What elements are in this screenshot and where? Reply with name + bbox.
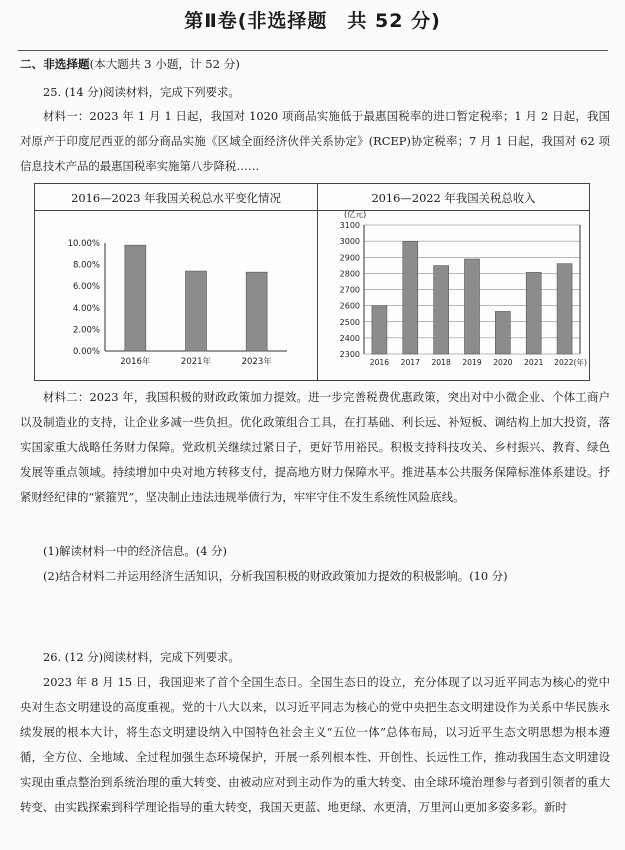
chart1-y-tick-label: 8.00% [72,260,100,271]
chart2-title: 2016—2022 年我国关税总收入 [371,191,536,205]
chart2-bar [557,264,572,354]
chart2-x-tick-label: 2016 [369,358,390,367]
chart2-bar [403,241,418,354]
part-label: 二、非选择题 [20,57,90,71]
chart2-y-tick-label: 2400 [339,333,360,343]
tariff-revenue-chart [318,211,589,381]
chart2-x-tick-label: 2022(年) [554,358,588,367]
chart1-bar [125,245,146,351]
chart1-y-tick-label: 2.00% [72,325,100,336]
q25-material1: 材料一：2023 年 1 月 1 日起，我国对 1020 项商品实施低于最惠国税率的进口暂定税率；1 月 2 日起，我国对原产于印度尼西亚的部分商品实施《区域全面经济伙伴关系协定》(RCEP)协定税率；7 月 1 日起，我国对 62 项信息技术产品的最惠国税率实施第八步降税…… [20,109,610,173]
chart2-bar [526,272,541,354]
chart1-bar [246,272,267,351]
q25-subquestion-1: (1)解读材料一中的经济信息。(4 分) [43,544,227,558]
chart2-x-tick-label: 2018 [431,358,451,367]
chart2-bar [465,259,480,354]
chart1-title: 2016—2023 年我国关税总水平变化情况 [71,191,281,205]
chart2-y-tick-label: 2800 [339,269,360,279]
q25-header: 25. (14 分)阅读材料，完成下列要求。 [43,85,240,99]
chart1-x-tick-label: 2021年 [180,357,212,367]
chart2-bar [495,311,510,354]
q25-material2: 材料二：2023 年，我国积极的财政政策加力提效。进一步完善税费优惠政策，突出对中小微企业、个体工商户以及制造业的支持，让企业多减一些负担。优化政策组合工具，在打基础、利长远、补短板、调结构上加大投资，落实国家重大战略任务财力保障。党政机关继续过紧日子，更好节用裕民。积极支持科技攻关、乡村振兴、教育、绿色发展等重点领域。持续增加中央对地方转移支付，提高地方财力保障水平。推进基本公共服务保障标准体系建设。抒紧财经纪律的“紧箍咒”，坚决制止违法违规举债行为，牢牢守住不发生系统性风险底线。 [20,390,610,504]
chart2-x-tick-label: 2021 [524,358,544,367]
chart1-y-tick-label: 4.00% [72,303,100,314]
chart2-x-tick-label: 2020 [493,358,513,367]
title-rule [18,50,608,51]
chart1-y-tick-label: 6.00% [72,282,100,293]
q25-subquestion-2: (2)结合材料二并运用经济生活知识，分析我国积极的财政政策加力提效的积极影响。(10 分) [43,569,508,583]
q26-header: 26. (12 分)阅读材料，完成下列要求。 [43,650,240,664]
chart2-x-tick-label: 2017 [400,358,420,367]
chart2-y-tick-label: 2600 [339,301,360,311]
chart2-y-tick-label: 3000 [339,237,360,247]
chart2-y-unit-label: (亿元) [344,211,367,219]
chart-box [34,183,590,381]
chart2-x-tick-label: 2019 [462,358,482,367]
chart1-x-tick-label: 2016年 [120,357,151,367]
chart1-bar [186,271,207,351]
chart1-x-tick-label: 2023年 [241,357,272,367]
chart1-y-tick-label: 0.00% [72,347,100,357]
chart2-y-tick-label: 3100 [339,221,360,230]
chart2-y-tick-label: 2900 [339,253,360,263]
chart2-y-tick-label: 2300 [339,350,360,359]
chart1-y-tick-label: 10.00% [67,239,100,249]
chart2-y-tick-label: 2700 [339,285,360,295]
part-heading [20,56,240,72]
part-note: (本大题共 3 小题，计 52 分) [89,57,240,71]
chart2-y-tick-label: 2500 [339,317,360,327]
section-title: 第Ⅱ卷(非选择题 共 52 分) [184,10,441,32]
q26-body: 2023 年 8 月 15 日，我国迎来了首个全国生态日。全国生态日的设立，充分体现了以习近平同志为核心的党中央对生态文明建设的高度重视。党的十八大以来，以习近平同志为核心的党中央把生态文明建设作为关系中华民族永续发展的根本大计，将生态文明建设纳入中国特色社会主义“五位一体”总体布局，以习近平生态文明思想为根本遵循，全方位、全地域、全过程加强生态环境保护，开展一系列根本性、开创性、长远性工作，推动我国生态文明建设实现由重点整治到系统治理的重大转变、由被动应对到主动作为的重大转变、由全球环境治理参与者到引领者的重大转变、由实践探索到科学理论指导的重大转变，我国天更蓝、地更绿、水更清，万里河山更加多姿多彩。新时 [20,675,610,814]
tariff-level-chart [35,211,317,381]
chart2-bar [372,306,387,354]
chart2-bar [434,266,449,354]
